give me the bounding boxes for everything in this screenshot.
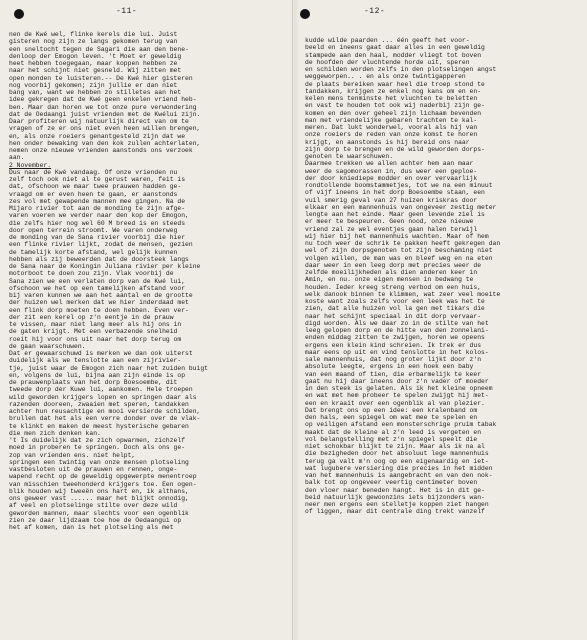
- text-block: nen de Kwé wel, flinke kerels die lui. Juist gisteren nog zijn ze langs gekomen terug van een sneltocht tegen de Sagari die aan den bene- denloop der Emogon leven. 't Moet er geweldig heet hebben toegegaan, maar koppen hebben ze naar het schijnt niet gesneld. Wij zitten met open monden te luisteren.-- De Kwé hier gisteren nog voorbij gekomen; zijn jullie er dan niet bang van, want we hebben zo stilletes aan het idee gekregen dat de Kwé geen enkelen vriend heb- ben. Maar dan horen we tot onze pure verwondering dat de Oedaangi juist vrienden met de Kwélui zijn. Daar profiteren wij natuurlijk direct van om te vragen of ze er ons niet even heen willen brengen, en, als onze roeiers genantgesteld zijn dat we hen onder bewaking van den kok zullen achterlaten, nemen onze nieuwe vrienden aanstonds ons verzoek aan.: [9, 31, 201, 162]
- punch-hole-icon: [14, 9, 24, 19]
- page-number: -12-: [364, 7, 386, 16]
- right-page: [294, 0, 587, 640]
- page-text: [305, 37, 500, 516]
- punch-hole-icon: [300, 9, 310, 19]
- page-text: [9, 31, 208, 531]
- left-page: [0, 0, 293, 640]
- date-heading: 2 November.: [9, 161, 52, 169]
- page-gutter-shadow: [294, 0, 300, 640]
- text-block: kudde wilde paarden ... één geeft het voor- beeld en ineens gaat daar alles in een geweldig stampede aan den haal, modder vliegt tot boven de hoofden der vluchtende horde uit, speren en schilden worden zelfs in den plotselingen angst weggeworpen.. . en als onze twintigapperen de plaats bereiken waar heel die troep stond te tandakken, krijgen ze enkel nog kans om en en- kelen mens tenminste het vluchten te beletten en vast te houden tot ook wij naderbij zijn ge- komen en den over geheel zijn lichaam bevenden man met vriendelijke gebaren trachten te kal- meren. Dat lukt wonderwel, vooral als hij van onze roeiers de reden van onze komst te horen krijgt, en aanstonds is hij bereid ons naar zijn dorp te brengen en de wild geworden dorps- genoten te waarschuwen. Daarmee trekken we allen achter hem aan maar weer de sagomorassen in, dus weer een geploe- der door kniediepe modder en over vervaarlijk rondtollende boomstammetjes, tot we na een minuut of vijf ineens in het dorp Boesoembe staan, een vuil smerig geval van 27 huizen kriskras door elkaar en een mannenhuis van ongeveer zestig meter lengte aan het einde. Maar geen levende ziel is er meer te bespeuren. Geen nood, onze nieuwe vriend zal ze wel eventjes gaan halen terwijl wij hier bij het mannenhuis wachten. Maar of hem nu toch weer de schrik te pakken heeft gekregen dan wel of zijn dorpsgenoten tot zijn beschaming niet volgen willen, de man was en bleef weg en na eten daar weer in een leeg dorp met precies weer de zelfde moeilijkheden als dien anderen keer in Amin, en nu. onze eigen mensen in bedwang te houden. Ieder kreeg streng verbod om een huis, welk danook binnen te klimmen, wat zeer veel moeite koste want zoals zelfs voor een leek was het te zien, dat alle huizen vol la gen met tikars die naar het schijnt speciaal in dit dorp vervaar- digd worden. Als we daar zo in de stilte van het leeg gelopen dorp en de hitte van den zonnelani- enden middag zitten te zwijgen, horen we opeens ergens een klein kind schreien. Ik trek er dus maar eens op uit en vind tenslotte in het kolos- sale mannenhuis, dat nog groter lijkt door z'n absolute leegte, ergens in een hoek een baby van een maand of tien, die erbarmelijk te keer gaat nu hij daar ineens door z'n vader of moeder in den steek is gelaten. Als ik het kleine opneem en wat met hem probeer te spelen zwijgt hij met- een en kraait over een ogenblik al van plezier. Dat brengt ons op een idee: een kralenband om den hals, een spiegel om wat mee te spelen en op veiligen afstand een monsterschrige pruim tabak maakt dat de kleine al z'n leed is vergeten en vol belangstelling met z'n spiegel speelt die niet schokbar blijkt te zijn. Maar als ik na al die bezigheden door het absoluut lege mannenhuis terug ga valt m'n oog op een eigenaardig en iet- wat lugubere versiering die precies in het midden van het mannenhuis is aangebracht en van den nok- balk tot op ongeveer veertig centimeter boven den vloer naar beneden hangt. Het is in dit ge- beid natuurlijk gewoonzins iets bijzonders wan- neer men ergens een stelletje koppen ziet hangen of liggen, maar dit centrale ding trekt vanzelf: [305, 37, 501, 516]
- page-number: -11-: [116, 7, 138, 16]
- text-block: Dus naar de Kwé vandaag. Of onze vrienden nu zelf toch ook niet al te gerust waren, feit is dat, ofschoon we maar twee prauwen hadden ge- vraagd om er even heen te gaan, er aanstonds zes vol met gewapende mannen mee gingen. Na de Mijaro rivier tot aan de monding te zijn afge- varen voeren we verder naar den kop der Emogon, die zelfs hier nog wel 60 M breed is en steeds door open terrein stroomt. We varen onderweg de monding van de Sana rivier voorbij die hier een flinke rivier lijkt, zodat de mensen, gezien de tamelijk korte afstand, wel gelijk kunnen hebben als zij beweerden dat de doorsteek langs de Sana naar de Koningin Juliana rivier per kleine motorboot te doen zou zijn. Vlak voorbij de Sana zien we een verlaten dorp van de Kwé lui, ofschoon we het op een tamelijken afstand voor bij varen kunnen we aan het aantal en de grootte der huizen wel merken dat we hier inderdaad met een flink dorp moeten te doen hebben. Even ver- der zit een kerel op z'n eentje in de prauw te vissen, maar niet lang meer als hij ons in de gaten krijgt. Met een verbazende snelheid roeit hij voor ons uit naar het dorp terug om de gaan waarschuwen. Dat er gewaarschuwd is merken we dan ook uiterst duidelijk als we tenslotte aan een zijrivier- tje, juist waar de Emogon zich naar het zuiden buigt en, volgens de lui, bijna aan zijn einde is op de prauwenplaats van het dorp Boesoembe, dit tweede dorp der Kuwe lui, aankomen. Hele troepen wild geworden krijgers lopen en springen daar als razenden dooreen, zwaaien met speren, tandakken achter hun reusachtige en mooi versierde schilden, brullen dat het als een verre donder over de vlak- te klinkt en maken de meest hysterische gebaren die men zich denken kan. 't Is duidelijk dat ze zich opwarmen, zichzelf moed in proberen te springen. Doch als ons ge- zop van vrienden ens. niet helpt, springen een twintig van onze mensen plotseling vastbesloten uit de prauwen en rennen, onge- wapend recht op de geweldig opgewerpte menentroep van misschien tweehonderd krijgers toe. Een ogen- blik houden wij tweeën ons hart en, ik althans, ons geweer vast ...... maar het blijkt onnodig, af veel en plotselinge stilte over deze wild geworden mannen, maar slechts voor een ogenblik zien ze daar lijdzaam toe hoe de Oedaangui op het af komen, dan is het plotseling als met: [9, 168, 208, 531]
